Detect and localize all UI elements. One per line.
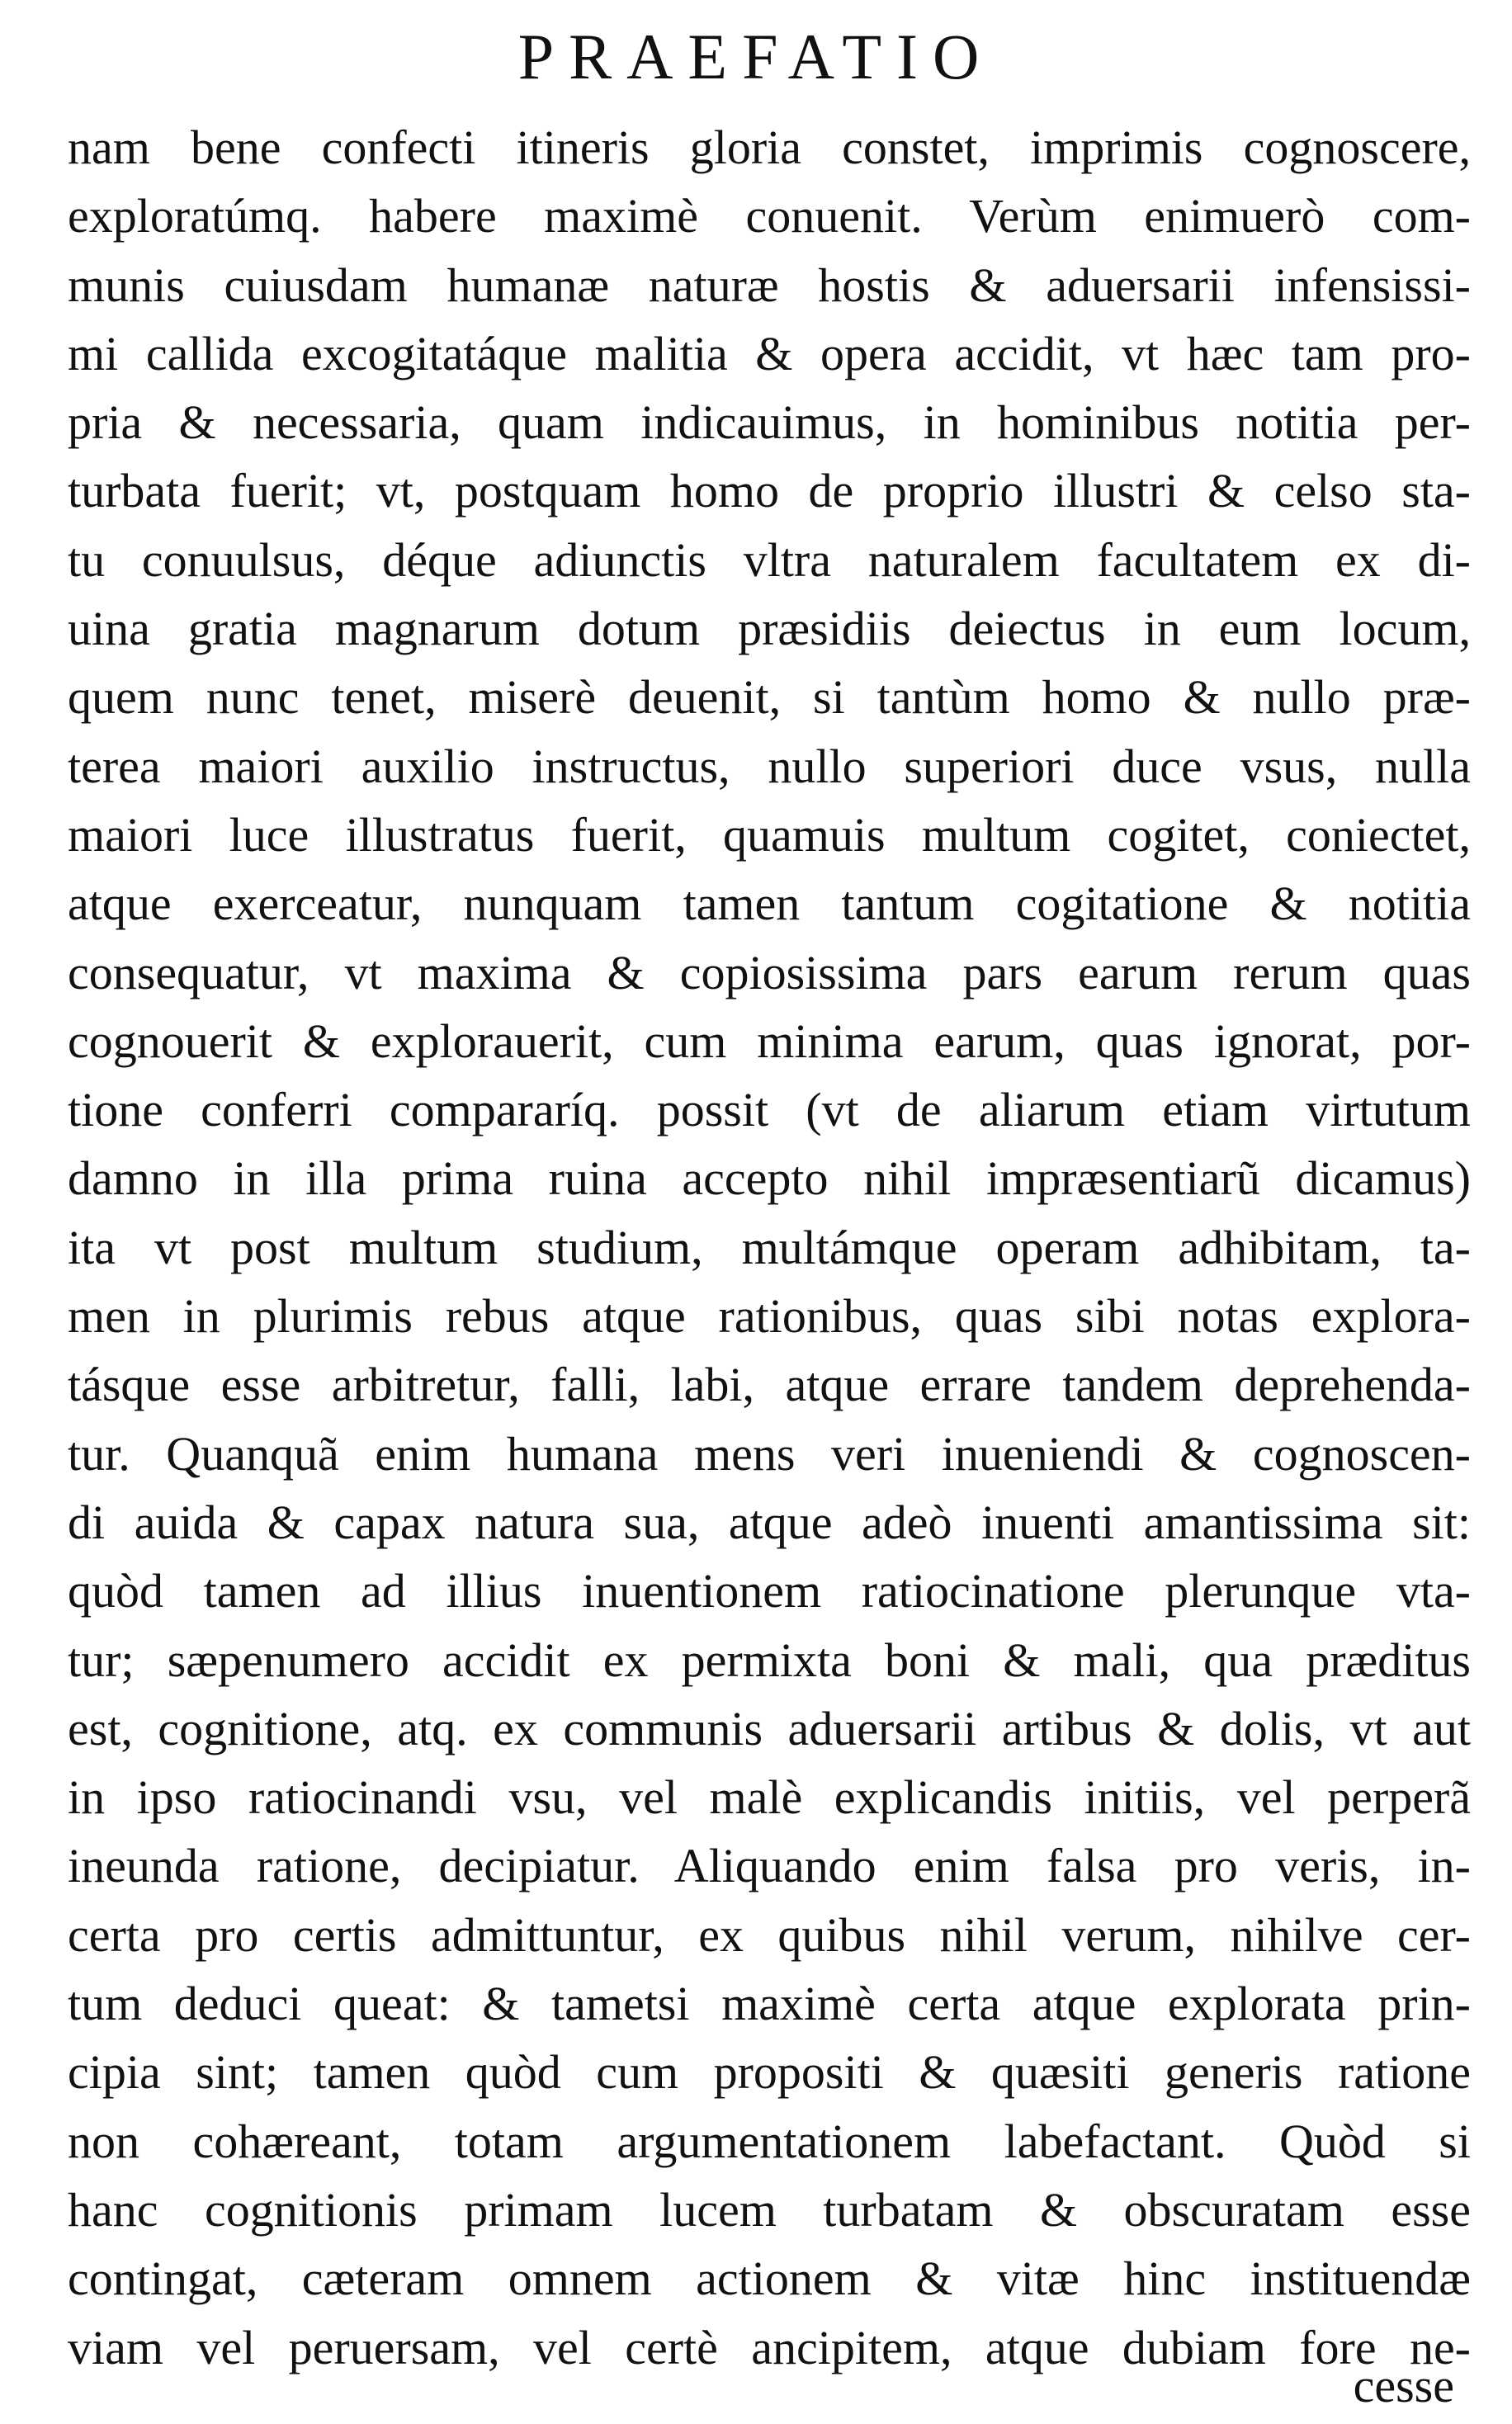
text-line: non cohæreant, totam argumentationem labefactant. Quòd si <box>68 2114 1471 2168</box>
text-line: ita vt post multum studium, multámque operam adhibitam, ta- <box>68 1220 1471 1274</box>
text-line: contingat, cæteram omnem actionem & vitæ hinc instituendæ <box>68 2252 1471 2306</box>
text-line: atque exerceatur, nunquam tamen tantum cogitatione & notitia <box>68 877 1471 931</box>
text-line: ineunda ratione, decipiatur. Aliquando enim falsa pro veris, in- <box>68 1839 1471 1893</box>
text-line: cipia sint; tamen quòd cum propositi & quæsiti generis ratione <box>68 2045 1471 2100</box>
catchword: cesse <box>1353 2359 1454 2412</box>
text-line: tásque esse arbitretur, falli, labi, atque errare tandem deprehenda- <box>68 1358 1471 1412</box>
text-line: tum deduci queat: & tametsi maximè certa atque explorata prin- <box>68 1977 1471 2031</box>
text-line: tione conferri compararíq. possit (vt de aliarum etiam virtutum <box>68 1083 1471 1137</box>
text-line: munis cuiusdam humanæ naturæ hostis & aduersarii infensissi- <box>68 258 1471 312</box>
text-line: nam bene confecti itineris gloria constet, imprimis cognoscere, <box>68 120 1471 174</box>
text-line: quòd tamen ad illius inuentionem ratiocinatione plerunque vta- <box>68 1564 1471 1618</box>
text-line: maiori luce illustratus fuerit, quamuis multum cogitet, coniectet, <box>68 807 1471 862</box>
text-line: viam vel peruersam, vel certè ancipitem, atque dubiam fore ne- <box>68 2320 1471 2374</box>
text-line: mi callida excogitatáque malitia & opera accidit, vt hæc tam pro- <box>68 326 1471 380</box>
text-line: pria & necessaria, quam indicauimus, in hominibus notitia per- <box>68 395 1471 450</box>
text-line: cognouerit & explorauerit, cum minima earum, quas ignorat, por- <box>68 1014 1471 1068</box>
text-line: hanc cognitionis primam lucem turbatam & obscuratam esse <box>68 2182 1471 2237</box>
text-line: uina gratia magnarum dotum præsidiis deiectus in eum locum, <box>68 602 1471 656</box>
text-line: quem nunc tenet, miserè deuenit, si tantùm homo & nullo præ- <box>68 670 1471 725</box>
text-line: certa pro certis admittuntur, ex quibus nihil verum, nihilve cer- <box>68 1907 1471 1962</box>
text-line: terea maiori auxilio instructus, nullo superiori duce vsus, nulla <box>68 739 1471 793</box>
text-line: tur. Quanquã enim humana mens veri inueniendi & cognoscen- <box>68 1426 1471 1481</box>
text-line: tu conuulsus, déque adiunctis vltra naturalem facultatem ex di- <box>68 532 1471 587</box>
text-line: men in plurimis rebus atque rationibus, quas sibi notas explora- <box>68 1289 1471 1344</box>
text-line: consequatur, vt maxima & copiosissima pars earum rerum quas <box>68 945 1471 999</box>
text-line: est, cognitione, atq. ex communis aduersarii artibus & dolis, vt aut <box>68 1701 1471 1755</box>
text-line: tur; sæpenumero accidit ex permixta boni & mali, qua præditus <box>68 1633 1471 1687</box>
text-line: damno in illa prima ruina accepto nihil impræsentiarũ dicamus) <box>68 1151 1471 1206</box>
text-line: di auida & capax natura sua, atque adeò inuenti amantissima sit: <box>68 1495 1471 1549</box>
text-line: exploratúmq. habere maximè conuenit. Verùm enimuerò com- <box>68 189 1471 243</box>
body-text <box>68 113 1471 2382</box>
running-header: PRAEFATIO <box>517 21 995 92</box>
text-line: turbata fuerit; vt, postquam homo de proprio illustri & celso sta- <box>68 464 1471 518</box>
text-line: in ipso ratiocinandi vsu, vel malè explicandis initiis, vel perperã <box>68 1770 1471 1825</box>
